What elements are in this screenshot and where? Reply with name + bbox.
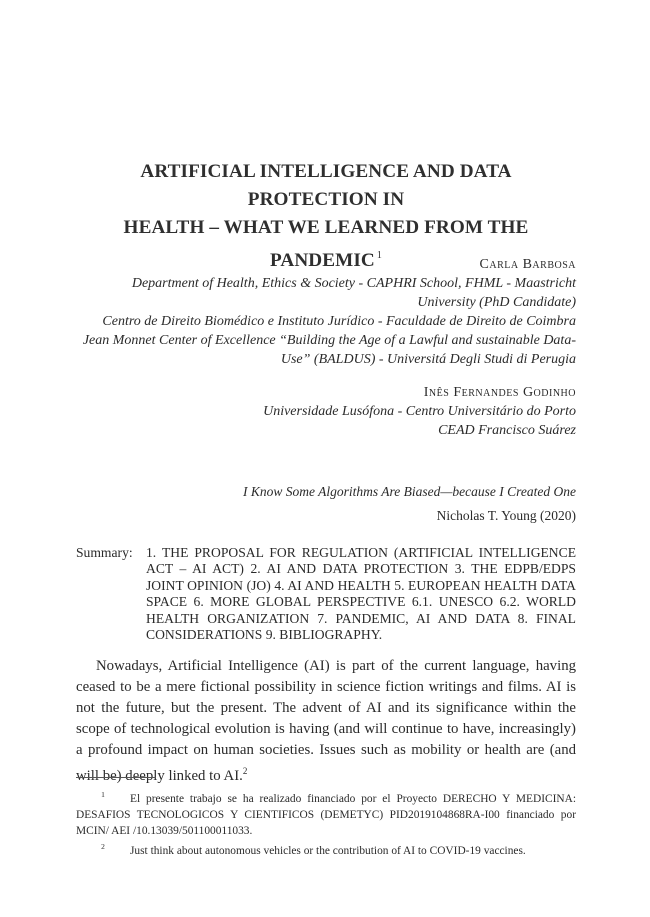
affiliation-line: Jean Monnet Center of Excellence “Building the Age of a Lawful and sustainable Data- (82, 333, 576, 348)
body-paragraph-text: Nowadays, Artificial Intelligence (AI) is part of the current language, having ceased to be a mere fictional possibility in science fiction writings and films. AI is not the future, but the present. The advent of AI and its significance within the scope of technological evolution is having (and will continue to have, increasingly) a profound impact on human societies. Issues such as mobility or health are (and will be) deeply linked to AI. (76, 658, 576, 784)
author-name: Inês Fernandes Godinho (423, 385, 576, 400)
epigraph (243, 480, 576, 528)
affiliation-line: Universidade Lusófona - Centro Universitário do Porto (263, 404, 576, 419)
footnote-text: Just think about autonomous vehicles or the contribution of AI to COVID-19 vaccines. (130, 845, 526, 857)
summary-section (76, 545, 576, 643)
affiliation-line: University (PhD Candidate) (417, 295, 576, 310)
body-footnote-ref: 2 (242, 766, 248, 776)
epigraph-quote: I Know Some Algorithms Are Biased—because I Created One (243, 484, 576, 499)
author-name: Carla Barbosa (479, 257, 576, 272)
document-page (76, 0, 576, 917)
title-line-2-text: HEALTH – WHAT WE LEARNED FROM THE PANDEMIC (123, 217, 529, 271)
footnote-1 (76, 787, 576, 839)
author-block-1 (83, 255, 576, 369)
body-paragraph (76, 656, 576, 787)
footnote-text: El presente trabajo se ha realizado financiado por el Proyecto DERECHO Y MEDICINA: DESAFIOS TECNOLOGICOS Y CIENTIFICOS (DEMETYC) PID2019104868RA-I00 financiado por MCIN/ AEI /10.13039/501100011033. (76, 793, 576, 837)
footnote-2 (76, 839, 576, 859)
footnote-number: 1 (101, 790, 105, 799)
epigraph-source: Nicholas T. Young (2020) (436, 508, 576, 523)
footnote-number: 2 (101, 842, 105, 851)
title-footnote-ref: 1 (376, 250, 382, 261)
summary-text: 1. THE PROPOSAL FOR REGULATION (ARTIFICIAL INTELLIGENCE ACT – AI ACT) 2. AI AND DATA PROTECTION 3. THE EDPB/EDPS JOINT OPINION (JO) 4. AI AND HEALTH 5. EUROPEAN HEALTH DATA SPACE 6. MORE GLOBAL PERSPECTIVE 6.1. UNESCO 6.2. WORLD HEALTH ORGANIZATION 7. PANDEMIC, AI AND DATA 8. FINAL CONSIDERATIONS 9. BIBLIOGRAPHY. (146, 545, 576, 643)
footnote-divider (76, 777, 156, 778)
summary-label: Summary: (76, 545, 133, 560)
affiliation-line: Use” (BALDUS) - Universitá Degli Studi di Perugia (280, 352, 576, 367)
affiliation-line: Department of Health, Ethics & Society - CAPHRI School, FHML - Maastricht (131, 276, 576, 291)
footnotes (76, 787, 576, 859)
author-block-2 (263, 383, 576, 440)
affiliation-line: CEAD Francisco Suárez (438, 423, 576, 438)
title-line-1: ARTIFICIAL INTELLIGENCE AND DATA PROTECTION IN (140, 161, 512, 210)
affiliation-line: Centro de Direito Biomédico e Instituto Jurídico - Faculdade de Direito de Coimbra (102, 314, 576, 329)
